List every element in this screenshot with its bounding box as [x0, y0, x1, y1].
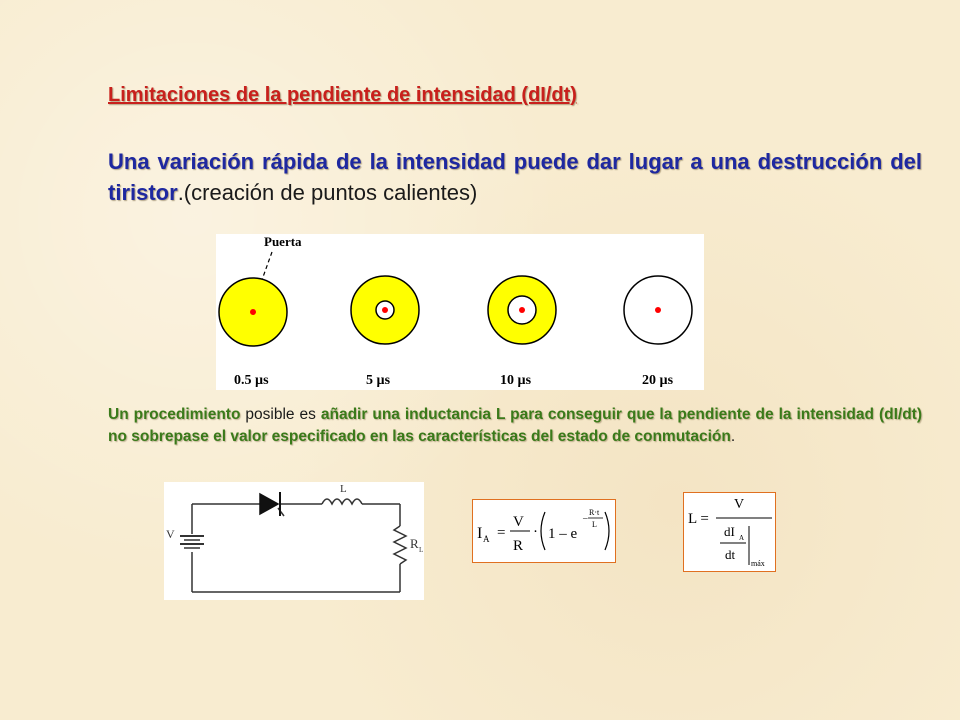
resistor-subscript: L	[419, 546, 424, 554]
f1-den: R	[513, 538, 524, 554]
f2-den-top: dI	[724, 524, 735, 539]
procedure-bold-1: Un procedimiento	[108, 406, 241, 423]
formula-inductance	[683, 492, 776, 572]
hot-spot-10us	[519, 307, 525, 313]
f1-paren-left	[541, 512, 545, 550]
f2-den-top-sub: A	[739, 534, 745, 542]
procedure-paragraph	[108, 404, 922, 448]
time-label-1: 0.5 µs	[234, 373, 269, 388]
resistor-zigzag	[394, 526, 406, 564]
f1-exp-den: L	[592, 520, 597, 529]
inductor-label: L	[340, 483, 347, 495]
slide-title: Limitaciones de la pendiente de intensidad (dI/dt)	[108, 84, 577, 106]
time-label-3: 10 µs	[500, 373, 532, 388]
f1-exp-num: R·t	[589, 508, 600, 517]
time-label-4: 20 µs	[642, 373, 674, 388]
hot-spot-0-5us	[250, 309, 256, 315]
f1-lhs: I	[477, 525, 483, 542]
thyristor-symbol	[260, 494, 278, 514]
intro-bold-text: Una variación rápida de la intensidad puede dar lugar a una destrucción del tiristor	[108, 149, 922, 205]
intro-normal-text: .(creación de puntos calientes)	[177, 180, 478, 205]
intro-paragraph	[108, 146, 922, 208]
time-label-2: 5 µs	[366, 373, 391, 388]
formula-2-svg	[684, 493, 775, 571]
f1-paren-right	[605, 512, 609, 550]
source-label: V	[166, 527, 175, 541]
f1-one-minus-e: 1 – e	[548, 526, 578, 542]
formula-anode-current	[472, 499, 616, 563]
formula-1-svg	[473, 500, 615, 562]
resistor-label: R	[410, 536, 419, 551]
hot-spot-5us	[382, 307, 388, 313]
gate-label: Puerta	[264, 234, 302, 249]
f1-dot: ·	[533, 524, 538, 540]
procedure-bold-2: añadir una inductancia L para conseguir que la pendiente de la intensidad (dI/dt) no sobrepase el valor especificado en las características del estado de conmutación	[108, 406, 922, 445]
f2-lhs: L =	[688, 511, 709, 527]
hot-spot-figure	[216, 234, 704, 390]
hot-spot-20us	[655, 307, 661, 313]
f2-num: V	[734, 497, 745, 512]
circuit-svg	[164, 482, 424, 600]
f1-equals: =	[497, 525, 506, 541]
procedure-normal-2: .	[730, 428, 736, 445]
f1-num: V	[513, 514, 524, 530]
f2-den-bottom: dt	[725, 547, 736, 562]
hot-spot-diagram	[216, 234, 704, 390]
procedure-normal-1: posible es	[240, 406, 321, 423]
f1-exp-minus: –	[583, 513, 588, 523]
f2-max-sub: máx	[751, 559, 765, 568]
circuit-diagram	[164, 482, 424, 600]
f1-lhs-sub: A	[483, 534, 490, 544]
inductor-coil	[322, 499, 362, 504]
